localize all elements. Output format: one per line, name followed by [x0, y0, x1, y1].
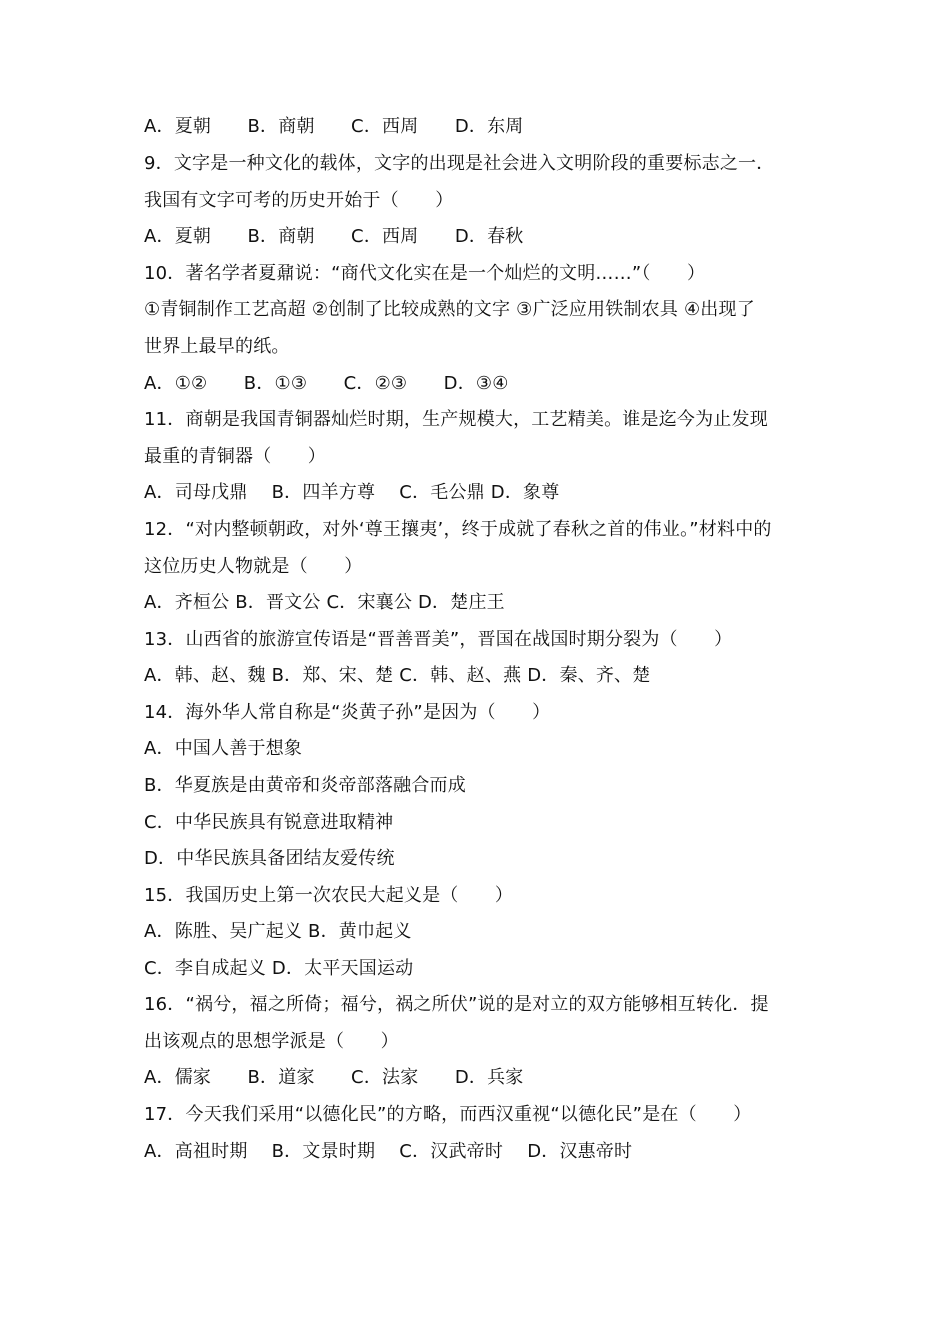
- answer-options-q8: A．夏朝 B．商朝 C．西周 D．东周: [144, 116, 524, 137]
- answer-options-q12: A．齐桓公 B．晋文公 C．宋襄公 D．楚庄王: [144, 592, 505, 613]
- question-11-line-1: 11．商朝是我国青铜器灿烂时期，生产规模大，工艺精美。谁是迄今为止发现: [144, 409, 768, 430]
- question-13-line-1: 13．山西省的旅游宣传语是“晋善晋美”，晋国在战国时期分裂为（ ）: [144, 629, 733, 650]
- answer-options-q13: A．韩、赵、魏 B．郑、宋、楚 C．韩、赵、燕 D．秦、齐、楚: [144, 665, 651, 686]
- question-10-line-2: ①青铜制作工艺高超 ②创制了比较成熟的文字 ③广泛应用铁制农具 ④出现了: [144, 299, 755, 320]
- answer-options-q15-ab: A．陈胜、吴广起义 B．黄巾起义: [144, 921, 412, 942]
- answer-options-q16: A．儒家 B．道家 C．法家 D．兵家: [144, 1067, 524, 1088]
- question-12-line-2: 这位历史人物就是（ ）: [144, 556, 363, 577]
- question-16-line-1: 16．“祸兮，福之所倚；福兮，祸之所伏”说的是对立的双方能够相互转化．提: [144, 994, 769, 1015]
- question-16-line-2: 出该观点的思想学派是（ ）: [144, 1031, 399, 1052]
- answer-options-q10: A．①② B．①③ C．②③ D．③④: [144, 373, 509, 394]
- answer-option-q14-c: C．中华民族具有锐意进取精神: [144, 812, 394, 833]
- question-14-line-1: 14．海外华人常自称是“炎黄子孙”是因为（ ）: [144, 702, 551, 723]
- answer-option-q14-b: B．华夏族是由黄帝和炎帝部落融合而成: [144, 775, 466, 796]
- answer-options-q17: A．高祖时期 B．文景时期 C．汉武帝时 D．汉惠帝时: [144, 1141, 633, 1162]
- question-10-line-3: 世界上最早的纸。: [144, 336, 290, 357]
- answer-option-q14-d: D．中华民族具备团结友爱传统: [144, 848, 395, 869]
- answer-options-q15-cd: C．李自成起义 D．太平天国运动: [144, 958, 414, 979]
- question-17-line-1: 17．今天我们采用“以德化民”的方略，而西汉重视“以德化民”是在（ ）: [144, 1104, 752, 1125]
- question-9-line-2: 我国有文字可考的历史开始于（ ）: [144, 190, 454, 211]
- question-12-line-1: 12．“对内整顿朝政，对外‘尊王攘夷’，终于成就了春秋之首的伟业。”材料中的: [144, 519, 772, 540]
- question-9-line-1: 9．文字是一种文化的载体，文字的出现是社会进入文明阶段的重要标志之一．: [144, 153, 775, 174]
- question-10-line-1: 10．著名学者夏鼐说：“商代文化实在是一个灿烂的文明……”（ ）: [144, 263, 706, 284]
- answer-options-q11: A．司母戊鼎 B．四羊方尊 C．毛公鼎 D．象尊: [144, 482, 560, 503]
- question-11-line-2: 最重的青铜器（ ）: [144, 446, 326, 467]
- answer-option-q14-a: A．中国人善于想象: [144, 738, 303, 759]
- question-15-line-1: 15．我国历史上第一次农民大起义是（ ）: [144, 885, 514, 906]
- answer-options-q9: A．夏朝 B．商朝 C．西周 D．春秋: [144, 226, 524, 247]
